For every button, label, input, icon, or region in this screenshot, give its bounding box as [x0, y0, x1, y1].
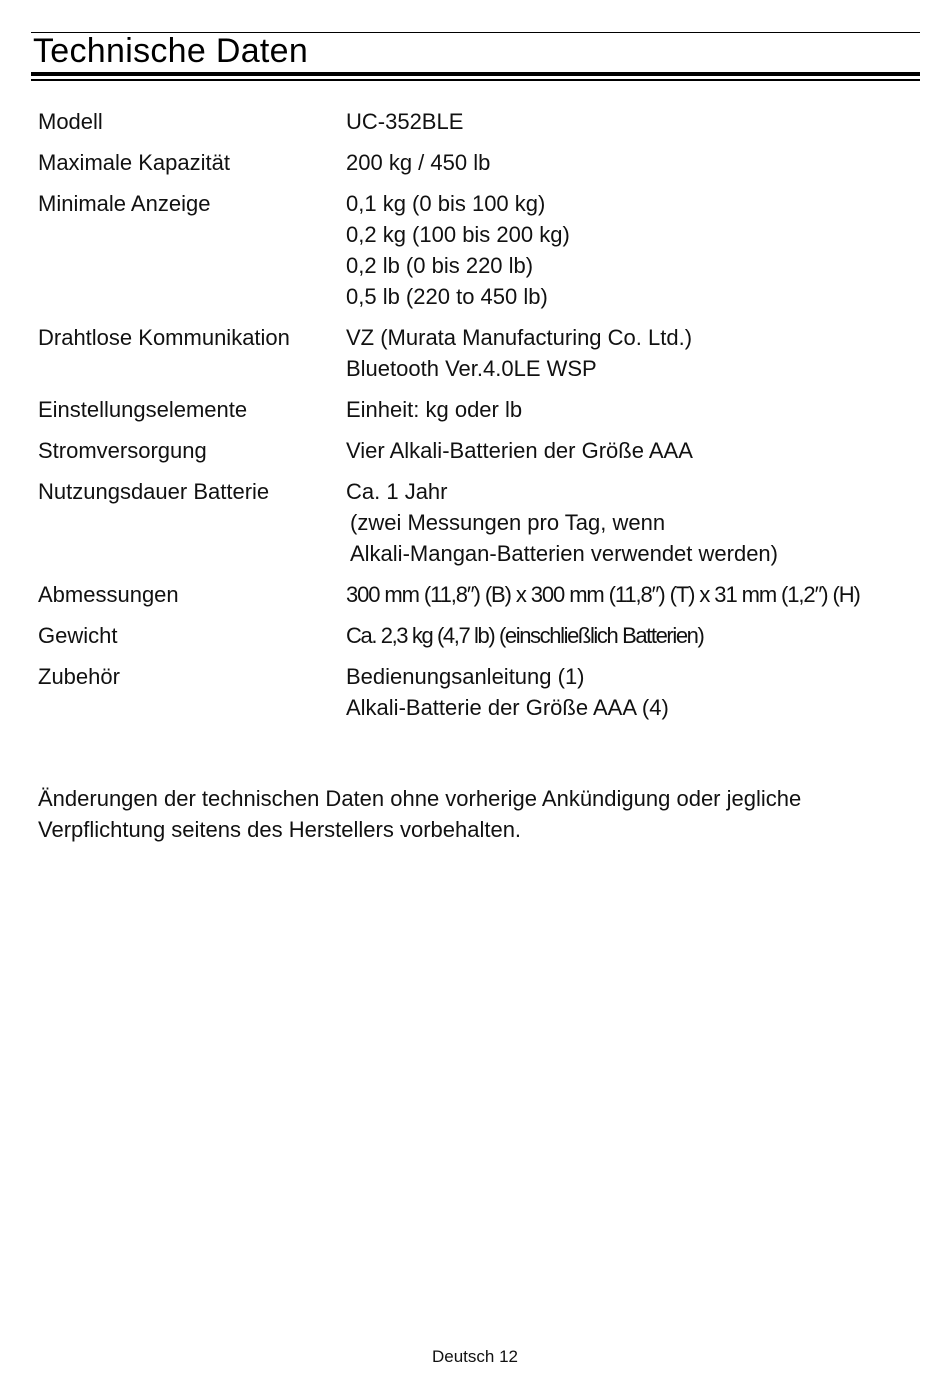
spec-row-dimensions	[38, 579, 923, 610]
spec-row-model	[38, 106, 923, 137]
spec-value: UC-352BLE	[346, 109, 464, 134]
spec-value: Einheit: kg oder lb	[346, 397, 523, 422]
spec-values	[346, 661, 923, 723]
spec-row-min-display	[38, 188, 923, 312]
spec-label: Zubehör	[38, 664, 120, 689]
spec-table	[38, 106, 923, 733]
spec-row-battery-life	[38, 476, 923, 569]
spec-values	[346, 394, 923, 425]
spec-values	[346, 435, 923, 466]
spec-label: Minimale Anzeige	[38, 191, 211, 216]
spec-value: 200 kg / 450 lb	[346, 150, 491, 175]
spec-value: 0,2 kg (100 bis 200 kg)	[346, 222, 570, 247]
spec-values	[346, 106, 923, 137]
spec-value: VZ (Murata Manufacturing Co. Ltd.)	[346, 325, 693, 350]
spec-value: 0,5 lb (220 to 450 lb)	[346, 284, 548, 309]
spec-value: (zwei Messungen pro Tag, wenn	[350, 510, 666, 535]
spec-values	[346, 620, 923, 651]
disclaimer-note	[38, 783, 923, 845]
spec-label: Nutzungsdauer Batterie	[38, 479, 270, 504]
spec-values	[346, 147, 923, 178]
spec-value: Vier Alkali-Batterien der Größe AAA	[346, 438, 693, 463]
spec-values	[346, 188, 923, 312]
spec-values	[346, 322, 923, 384]
spec-row-max-capacity	[38, 147, 923, 178]
spec-label: Gewicht	[38, 623, 118, 648]
disclaimer-line: Änderungen der technischen Daten ohne vorherige Ankündigung oder jegliche	[38, 786, 802, 811]
spec-value: Alkali-Mangan-Batterien verwendet werden)	[350, 541, 778, 566]
spec-row-accessories	[38, 661, 923, 723]
spec-value: Bedienungsanleitung (1)	[346, 664, 585, 689]
spec-value: Ca. 1 Jahr	[346, 479, 448, 504]
spec-value: Bluetooth Ver.4.0LE WSP	[346, 356, 597, 381]
spec-value: 0,1 kg (0 bis 100 kg)	[346, 191, 546, 216]
spec-label: Einstellungselemente	[38, 397, 248, 422]
spec-values	[346, 476, 923, 569]
spec-label: Drahtlose Kommunikation	[38, 325, 290, 350]
spec-label: Abmessungen	[38, 582, 179, 607]
disclaimer-line: Verpflichtung seitens des Herstellers vorbehalten.	[38, 817, 522, 842]
spec-label: Maximale Kapazität	[38, 150, 230, 175]
spec-value: Alkali-Batterie der Größe AAA (4)	[346, 695, 669, 720]
title-underline-thick	[31, 72, 920, 76]
spec-row-settings	[38, 394, 923, 425]
spec-value: 0,2 lb (0 bis 220 lb)	[346, 253, 534, 278]
spec-row-weight	[38, 620, 923, 651]
spec-label: Stromversorgung	[38, 438, 207, 463]
spec-value: Ca. 2,3 kg (4,7 lb) (einschließlich Batterien)	[346, 623, 704, 648]
spec-label: Modell	[38, 109, 103, 134]
page-title: Technische Daten	[33, 32, 309, 70]
title-underline-thin	[31, 79, 920, 81]
page-number: Deutsch 12	[432, 1347, 518, 1366]
spec-value: 300 mm (11,8″) (B) x 300 mm (11,8″) (T) x 31 mm (1,2″) (H)	[346, 582, 860, 607]
spec-values	[346, 579, 923, 610]
spec-row-wireless	[38, 322, 923, 384]
spec-row-power	[38, 435, 923, 466]
